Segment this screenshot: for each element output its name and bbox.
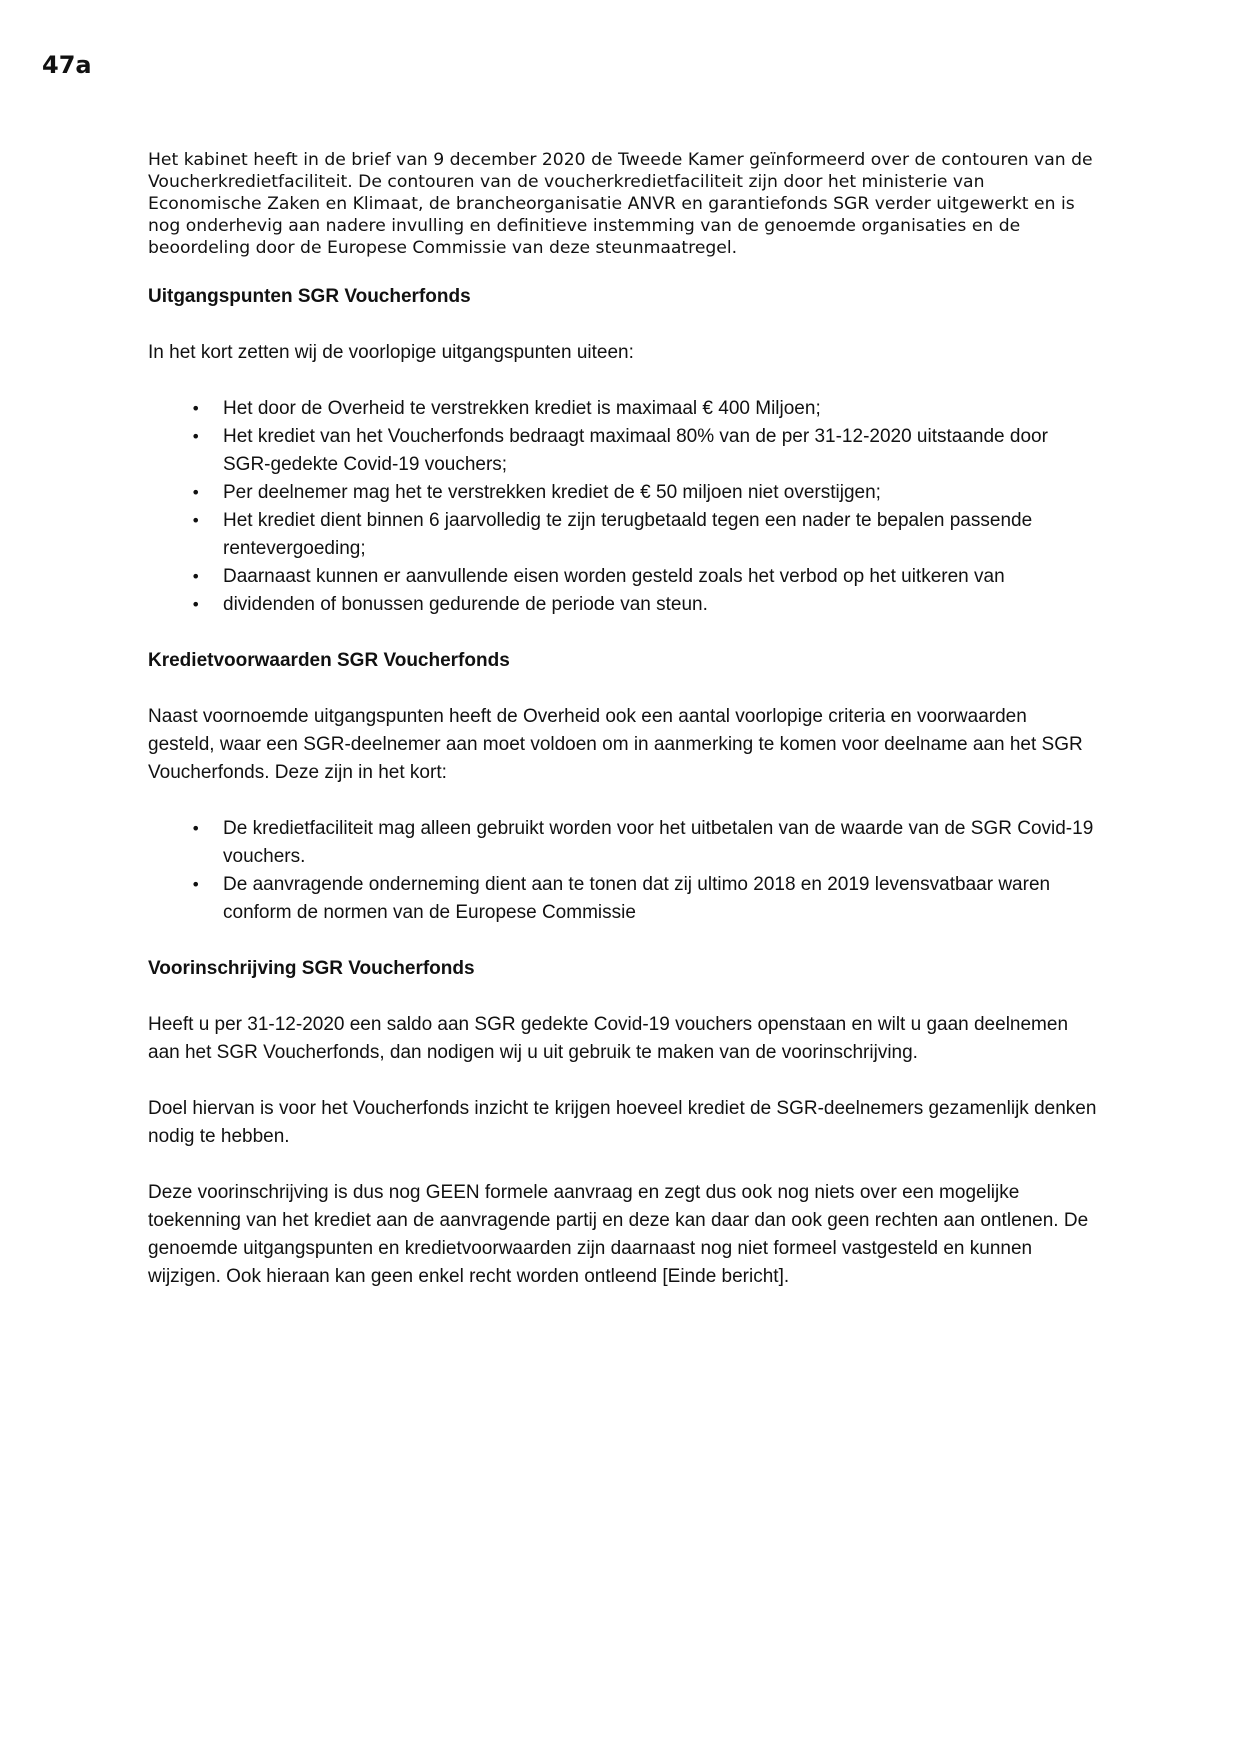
bullet-icon: • <box>191 483 201 502</box>
section-lead: Naast voornoemde uitgangspunten heeft de Overheid ook een aantal voorlopige criteria en voorwaarden gesteld, waar een SGR-deelnemer aan moet voldoen om in aanmerking te komen voor deelname aan het SGR Voucherfonds. Deze zijn in het kort: <box>148 706 1083 783</box>
list-item-text: dividenden of bonussen gedurende de periode van steun. <box>223 594 708 615</box>
list-item <box>148 563 1098 591</box>
document-content <box>148 149 1098 1319</box>
section-lead: In het kort zetten wij de voorlopige uitgangspunten uiteen: <box>148 342 634 363</box>
bullet-icon: • <box>191 595 201 614</box>
section-heading: Kredietvoorwaarden SGR Voucherfonds <box>148 650 510 671</box>
paragraph: Heeft u per 31-12-2020 een saldo aan SGR gedekte Covid-19 vouchers openstaan en wilt u gaan deelnemen aan het SGR Voucherfonds, dan nodigen wij u uit gebruik te maken van de voorinschrijving. <box>148 1014 1069 1063</box>
section-kredietvoorwaarden <box>148 647 1098 927</box>
bullet-icon: • <box>191 399 201 418</box>
list-item-text: Het krediet van het Voucherfonds bedraagt maximaal 80% van de per 31-12-2020 uitstaande door SGR-gedekte Covid-19 vouchers; <box>223 426 1048 475</box>
bullet-list <box>148 815 1098 927</box>
bullet-icon: • <box>191 427 201 446</box>
paragraph: Deze voorinschrijving is dus nog GEEN formele aanvraag en zegt dus ook nog niets over een mogelijke toekenning van het krediet aan de aanvragende partij en deze kan daar dan ook geen rechten aan ontlenen. De genoemde uitgangspunten en kredietvoorwaarden zijn daarnaast nog niet formeel vastgesteld en kunnen wijzigen. Ook hieraan kan geen enkel recht worden ontleend [Einde bericht]. <box>148 1182 1089 1287</box>
list-item <box>148 871 1098 927</box>
list-item-text: Daarnaast kunnen er aanvullende eisen worden gesteld zoals het verbod op het uitkeren van <box>223 566 1005 587</box>
list-item-text: Het door de Overheid te verstrekken krediet is maximaal € 400 Miljoen; <box>223 398 821 419</box>
list-item <box>148 423 1098 479</box>
page-number: 47a <box>42 51 92 79</box>
list-item-text: De aanvragende onderneming dient aan te tonen dat zij ultimo 2018 en 2019 levensvatbaar waren conform de normen van de Europese Commissie <box>223 874 1051 923</box>
bullet-list <box>148 395 1098 619</box>
list-item <box>148 507 1098 563</box>
section-heading: Uitgangspunten SGR Voucherfonds <box>148 286 471 307</box>
section-heading: Voorinschrijving SGR Voucherfonds <box>148 958 475 979</box>
list-item <box>148 395 1098 423</box>
section-uitgangspunten <box>148 283 1098 619</box>
bullet-icon: • <box>191 567 201 586</box>
list-item-text: Het krediet dient binnen 6 jaarvolledig te zijn terugbetaald tegen een nader te bepalen passende rentevergoeding; <box>223 510 1033 559</box>
intro-paragraph: Het kabinet heeft in de brief van 9 december 2020 de Tweede Kamer geïnformeerd over de contouren van de Voucherkredietfaciliteit. De contouren van de voucherkredietfaciliteit zijn door het ministerie van Economische Zaken en Klimaat, de brancheorganisatie ANVR en garantiefonds SGR verder uitgewerkt en is nog onderhevig aan nadere invulling en definitieve instemming van de genoemde organisaties en de beoordeling door de Europese Commissie van deze steunmaatregel. <box>148 150 1093 258</box>
list-item-text: Per deelnemer mag het te verstrekken krediet de € 50 miljoen niet overstijgen; <box>223 482 881 503</box>
list-item <box>148 815 1098 871</box>
bullet-icon: • <box>191 819 201 838</box>
bullet-icon: • <box>191 511 201 530</box>
list-item <box>148 479 1098 507</box>
bullet-icon: • <box>191 875 201 894</box>
list-item <box>148 591 1098 619</box>
section-voorinschrijving <box>148 955 1098 1291</box>
paragraph: Doel hiervan is voor het Voucherfonds inzicht te krijgen hoeveel krediet de SGR-deelnemers gezamenlijk denken nodig te hebben. <box>148 1098 1097 1147</box>
list-item-text: De kredietfaciliteit mag alleen gebruikt worden voor het uitbetalen van de waarde van de SGR Covid-19 vouchers. <box>223 818 1094 867</box>
